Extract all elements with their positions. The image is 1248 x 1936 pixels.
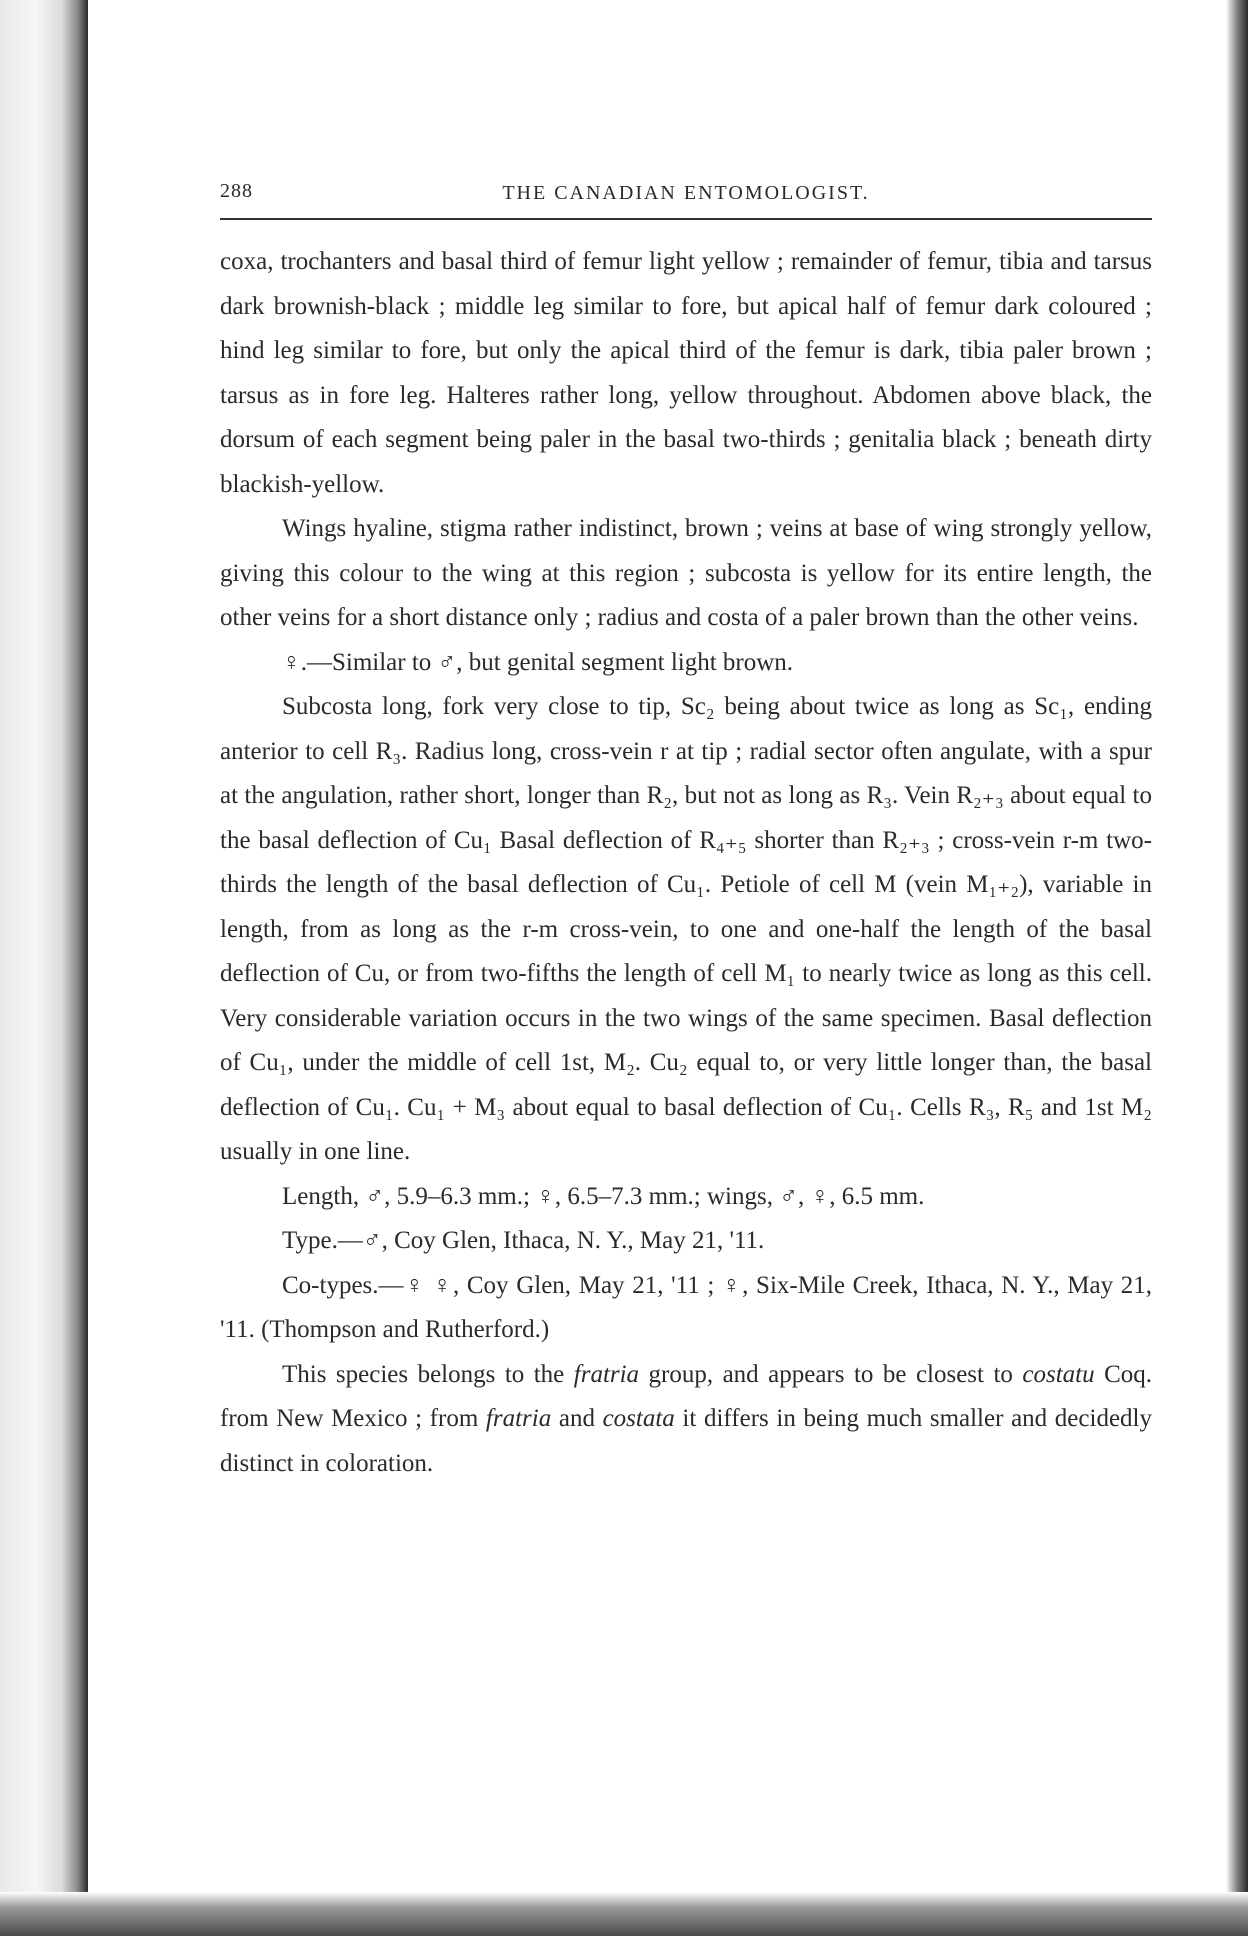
page bbox=[220, 176, 1152, 1486]
paragraph-length: Length, ♂, 5.9–6.3 mm.; ♀, 6.5–7.3 mm.; wings, ♂, ♀, 6.5 mm. bbox=[282, 1182, 925, 1210]
paragraph-affinities bbox=[220, 1353, 1152, 1487]
affinities-text-3: Coq. from New Mexico ; from bbox=[220, 1360, 1152, 1432]
affinities-text-4: and bbox=[551, 1405, 603, 1432]
paragraph-female: ♀.—Similar to ♂, but genital segment light brown. bbox=[282, 648, 794, 676]
paragraph-wings: Wings hyaline, stigma rather indistinct, brown ; veins at base of wing strongly yellow, giving this colour to the wing at this region ; subcosta is yellow for its entire length, the other veins for a short distance only ; radius and costa of a paler brown than the other veins. bbox=[220, 515, 1152, 631]
paragraph-cotypes: Co-types.—♀ ♀, Coy Glen, May 21, '11 ; ♀, Six-Mile Creek, Ithaca, N. Y., May 21, '11. (Thompson and Rutherford.) bbox=[220, 1271, 1152, 1343]
affinities-text-2: group, and appears to be closest to bbox=[639, 1360, 1023, 1388]
paragraph-type: Type.—♂, Coy Glen, Ithaca, N. Y., May 21, '11. bbox=[282, 1227, 765, 1254]
page-bottom-edge bbox=[0, 1892, 1248, 1936]
page-number: 288 bbox=[220, 180, 253, 202]
species-name-fratria: fratria bbox=[573, 1360, 640, 1388]
affinities-text-5: it differs in being much smaller and decidedly distinct in coloration. bbox=[220, 1405, 1152, 1477]
species-name-costata: costata bbox=[602, 1405, 675, 1432]
book-binding-shadow bbox=[0, 0, 88, 1936]
journal-title: THE CANADIAN ENTOMOLOGIST. bbox=[502, 182, 870, 204]
page-right-edge bbox=[1226, 0, 1248, 1936]
paragraph-leg-description: coxa, trochanters and basal third of femur light yellow ; remainder of femur, tibia and tarsus dark brownish-black ; middle leg similar to fore, but apical half of femur dark coloured ; hind leg similar to fore, but only the apical third of the femur is dark, tibia paler brown ; tarsus as in fore leg. Halteres rather long, yellow throughout. Abdomen above black, the dorsum of each segment being paler in the basal two-thirds ; genitalia black ; beneath dirty blackish-yellow. bbox=[220, 248, 1152, 498]
species-name-costatu: costatu bbox=[1022, 1360, 1095, 1388]
body-text bbox=[220, 240, 1152, 1486]
affinities-text-1: This species belongs to the bbox=[282, 1360, 574, 1388]
paragraph-venation: Subcosta long, fork very close to tip, Sc₂ being about twice as long as Sc₁, ending anterior to cell R₃. Radius long, cross-vein r at tip ; radial sector often angulate, with a spur at the angulation, rather short, longer than R₂, but not as long as R₃. Vein R₂₊₃ about equal to the basal deflection of Cu₁ Basal deflection of R₄₊₅ shorter than R₂₊₃ ; cross-vein r-m two-thirds the length of the basal deflection of Cu₁. Petiole of cell M (vein M₁₊₂), variable in length, from as long as the r-m cross-vein, to one and one-half the length of the basal deflection of Cu, or from two-fifths the length of cell M₁ to nearly twice as long as this cell. Very considerable variation occurs in the two wings of the same specimen. Basal deflection of Cu₁, under the middle of cell 1st, M₂. Cu₂ equal to, or very little longer than, the basal deflection of Cu₁. Cu₁ + M₃ about equal to basal deflection of Cu₁. Cells R₃, R₅ and 1st M₂ usually in one line. bbox=[220, 693, 1152, 1165]
species-name-fratria-2: fratria bbox=[485, 1405, 552, 1432]
running-head bbox=[220, 176, 1152, 216]
header-rule bbox=[220, 218, 1152, 220]
